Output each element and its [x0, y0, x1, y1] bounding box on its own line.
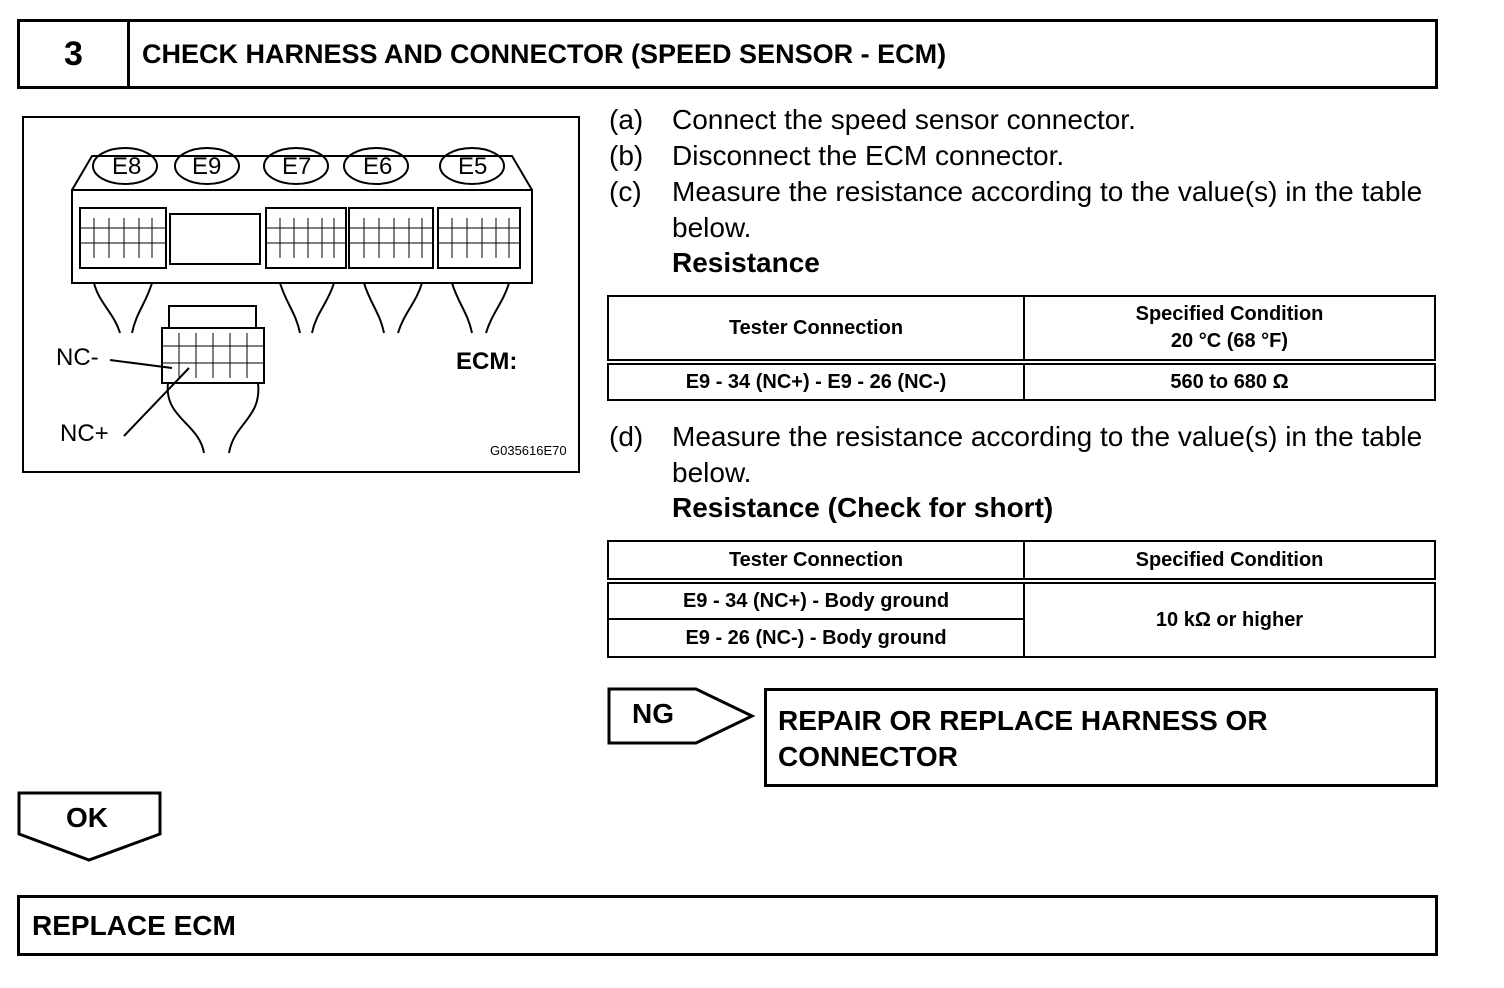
step-number: 3 — [17, 19, 130, 89]
resistance-table — [607, 295, 1436, 401]
resistance-heading: Resistance — [672, 247, 820, 278]
step-b-label: (b) — [609, 140, 644, 171]
label-nc-minus: NC- — [56, 344, 99, 371]
table-row — [608, 362, 1435, 400]
table1-header-condition — [1024, 296, 1435, 362]
step-c-text: Measure the resistance according to the value(s) in the table below. — [672, 176, 1423, 243]
step-c-label: (c) — [609, 176, 642, 207]
step-a-label: (a) — [609, 104, 644, 135]
step-b-text: Disconnect the ECM connector. — [672, 140, 1065, 171]
step-d-label: (d) — [609, 421, 644, 452]
ng-arrow — [606, 686, 758, 746]
connector-e5 — [438, 208, 520, 268]
label-e5: E5 — [458, 153, 488, 180]
table-row — [608, 581, 1435, 619]
ecm-connector-illustration — [22, 116, 580, 473]
connector-e8 — [80, 208, 166, 268]
ng-action-text: REPAIR OR REPLACE HARNESS OR CONNECTOR — [778, 705, 1268, 772]
label-ecm: ECM: — [456, 348, 518, 375]
table2-cell-condition: 10 kΩ or higher — [1024, 581, 1435, 657]
table2-header-condition: Specified Condition — [1024, 541, 1435, 581]
label-e7: E7 — [282, 153, 312, 180]
step-a-text: Connect the speed sensor connector. — [672, 104, 1136, 135]
short-check-table — [607, 540, 1436, 658]
replace-ecm-box: REPLACE ECM — [17, 895, 1438, 956]
table1-header-connection: Tester Connection — [608, 296, 1024, 362]
step-title: CHECK HARNESS AND CONNECTOR (SPEED SENSOR - ECM) — [127, 19, 1438, 89]
label-e6: E6 — [363, 153, 393, 180]
table1-cell-connection: E9 - 34 (NC+) - E9 - 26 (NC-) — [608, 362, 1024, 400]
label-nc-plus: NC+ — [60, 420, 109, 447]
table2-cell-connection-1: E9 - 34 (NC+) - Body ground — [608, 581, 1024, 619]
table1-cell-condition: 560 to 680 Ω — [1024, 362, 1435, 400]
ng-action-box — [764, 688, 1438, 787]
step-d-text: Measure the resistance according to the value(s) in the table below. — [672, 421, 1423, 488]
figure-code: G035616E70 — [490, 443, 567, 458]
resistance-short-heading: Resistance (Check for short) — [672, 492, 1054, 523]
table1-header-temp: 20 °C (68 °F) — [1170, 330, 1289, 352]
ng-label: NG — [632, 698, 674, 729]
table1-header-condition-label: Specified Condition — [1135, 303, 1324, 325]
label-e9: E9 — [192, 153, 222, 180]
table2-cell-connection-2: E9 - 26 (NC-) - Body ground — [608, 619, 1024, 657]
connector-e6 — [349, 208, 433, 268]
table2-header-connection: Tester Connection — [608, 541, 1024, 581]
label-e8: E8 — [112, 153, 142, 180]
ok-label: OK — [66, 802, 108, 833]
